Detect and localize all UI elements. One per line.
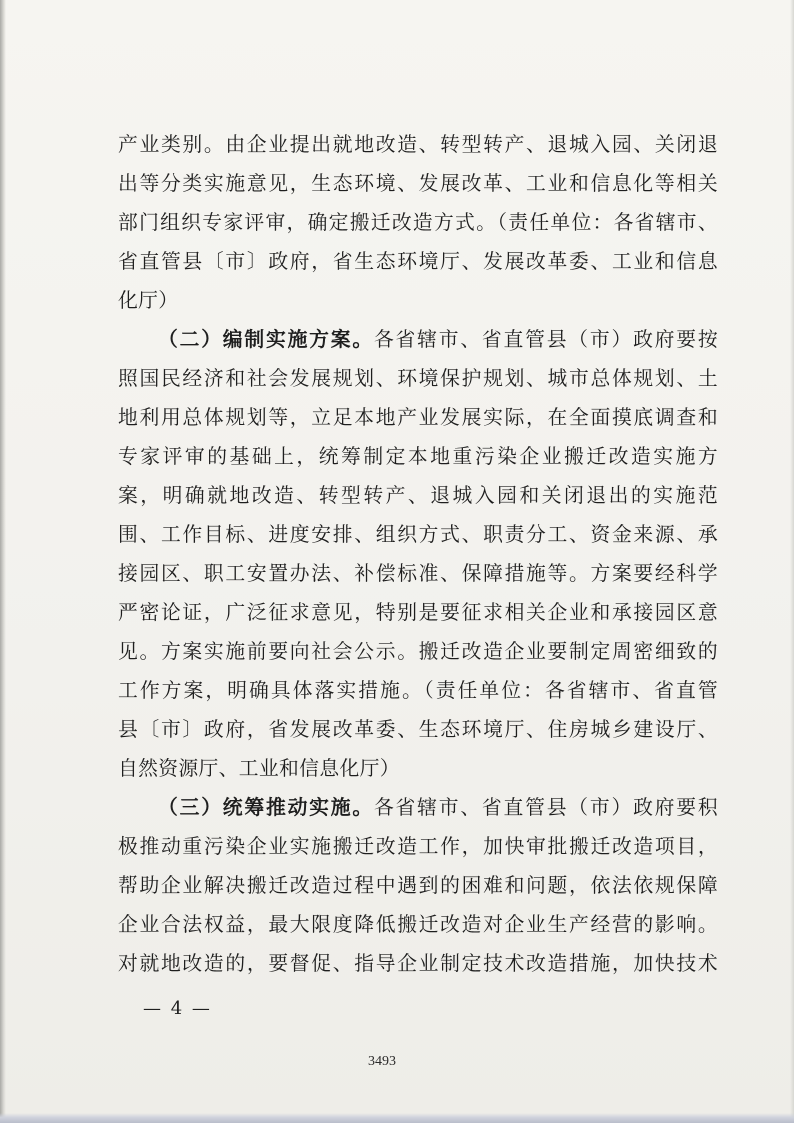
document-body [118, 125, 718, 983]
section-3-first-line [118, 788, 718, 827]
text-line: 部门组织专家评审，确定搬迁改造方式。（责任单位：各省辖市、 [118, 211, 718, 234]
text-line: 见。方案实施前要向社会公示。搬迁改造企业要制定周密细致的 [118, 640, 718, 663]
text-line: 帮助企业解决搬迁改造过程中遇到的困难和问题，依法依规保障 [118, 874, 718, 897]
text-line: 自然资源厅、工业和信息化厅） [118, 757, 400, 780]
text-line: 地利用总体规划等，立足本地产业发展实际，在全面摸底调查和 [118, 406, 718, 429]
text-line: 企业合法权益，最大限度降低搬迁改造对企业生产经营的影响。 [118, 913, 718, 936]
section-2-first-line [118, 320, 718, 359]
scan-right-edge [790, 0, 794, 1123]
section-2-heading: （二）编制实施方案。 [158, 327, 374, 351]
text-line: 严密论证，广泛征求意见，特别是要征求相关企业和承接园区意 [118, 601, 718, 624]
section-3-first-line-text: 各省辖市、省直管县（市）政府要积 [373, 796, 718, 819]
text-line: 工作方案，明确具体落实措施。（责任单位：各省辖市、省直管 [118, 679, 718, 702]
section-2-first-line-text: 各省辖市、省直管县（市）政府要按 [373, 328, 718, 351]
text-line: 产业类别。由企业提出就地改造、转型转产、退城入园、关闭退 [118, 133, 718, 156]
text-line: 案，明确就地改造、转型转产、退城入园和关闭退出的实施范 [118, 484, 718, 507]
text-line: 省直管县〔市〕政府，省生态环境厅、发展改革委、工业和信息 [118, 250, 718, 273]
section-3-heading: （三）统筹推动实施。 [158, 795, 374, 819]
text-line: 围、工作目标、进度安排、组织方式、职责分工、资金来源、承 [118, 523, 718, 546]
text-line: 极推动重污染企业实施搬迁改造工作，加快审批搬迁改造项目， [118, 835, 718, 858]
text-line: 出等分类实施意见，生态环境、发展改革、工业和信息化等相关 [118, 172, 718, 195]
text-line: 县〔市〕政府，省发展改革委、生态环境厅、住房城乡建设厅、 [118, 718, 718, 741]
text-line: 专家评审的基础上，统筹制定本地重污染企业搬迁改造实施方 [118, 445, 718, 468]
text-line: 照国民经济和社会发展规划、环境保护规划、城市总体规划、土 [118, 367, 718, 390]
text-line: 接园区、职工安置办法、补偿标准、保障措施等。方案要经科学 [118, 562, 718, 585]
text-line: 对就地改造的，要督促、指导企业制定技术改造措施，加快技术 [118, 952, 718, 975]
scan-left-edge [0, 0, 6, 1123]
text-line: 化厅） [118, 289, 179, 312]
scan-bottom-edge [0, 1113, 794, 1123]
stamp-number: 3493 [368, 1054, 396, 1069]
page-number: — 4 — [143, 998, 212, 1019]
